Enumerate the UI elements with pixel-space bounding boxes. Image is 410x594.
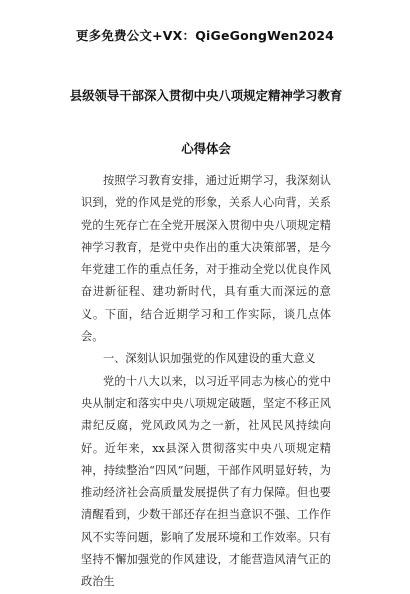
section-heading: 一、深刻认识加强党的作风建设的重大意义 [103,352,316,366]
document-body [81,170,331,594]
intro-paragraph: 按照学习教育安排，通过近期学习，我深刻认识到，党的作风是党的形象，关系人心向背，关系党的生死存亡在全党开展深入贯彻中央八项规定精神学习教育，是党中央作出的重大决策部署，是今年党建工作的重点任务，对于推动全党以优良作风奋进新征程、建功新时代，具有重大而深远的意义。下面，结合近期学习和工作实际，谈几点体会。 [81,174,331,344]
document-title: 县级领导干部深入贯彻中央八项规定精神学习教育心得体会 [69,88,343,156]
section-paragraph: 党的十八大以来，以习近平同志为核心的党中央从制定和落实中央八项规定破题，坚定不移正风肃纪反腐，党风政风为之一新，社风民风持续向好。近年来，xx县深入贯彻落实中央八项规定精神，持续整治“四风”问题，干部作风明显好转，为推动经济社会高质量发展提供了有力保障。但也要清醒看到，少数干部还存在担当意识不强、工作作风不实等问题，影响了发展环境和工作效率。只有坚持不懈加强党的作风建设，才能营造风清气正的政治生 [81,374,331,589]
watermark-text: 更多免费公文+VX：QiGeGongWen2024 [75,28,335,43]
